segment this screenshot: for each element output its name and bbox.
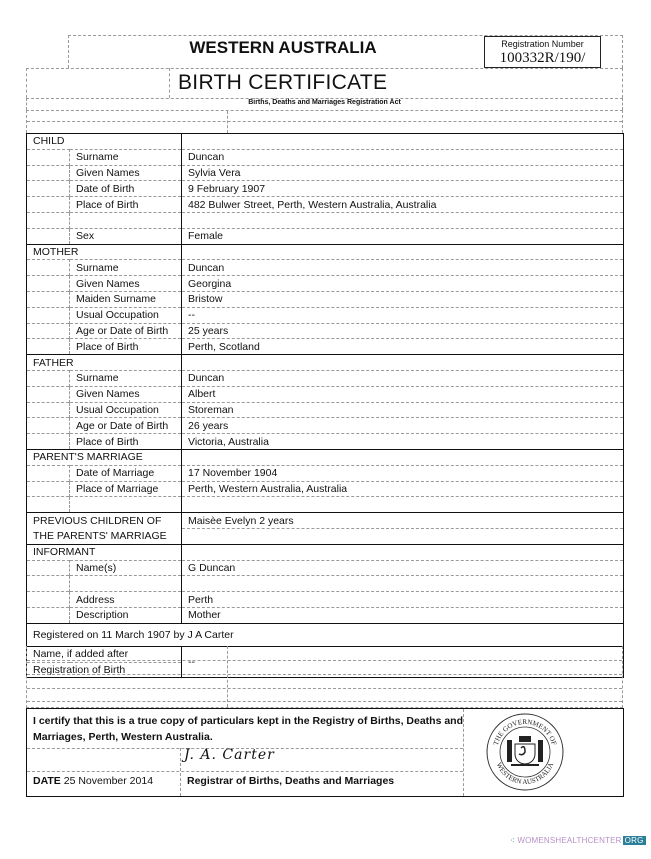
- brand-tld: ORG: [624, 836, 644, 845]
- mother-place-of-birth: Perth, Scotland: [182, 339, 624, 355]
- field-label: Surname: [70, 370, 182, 386]
- field-label: Given Names: [70, 386, 182, 402]
- section-label: MOTHER: [27, 244, 182, 260]
- date-value: 25 November 2014: [63, 775, 154, 787]
- field-label: Age or Date of Birth: [70, 323, 182, 339]
- field-label: Age or Date of Birth: [70, 418, 182, 434]
- svg-text:WESTERN AUSTRALIA: WESTERN AUSTRALIA: [494, 761, 556, 787]
- state-heading: WESTERN AUSTRALIA: [189, 38, 377, 57]
- registration-number-box: [484, 36, 601, 68]
- field-label: Description: [70, 607, 182, 623]
- section-label: PREVIOUS CHILDREN OF: [27, 513, 182, 529]
- name-added-value: --: [182, 646, 624, 678]
- father-surname: Duncan: [182, 370, 624, 386]
- mother-age: 25 years: [182, 323, 624, 339]
- divider: [463, 709, 464, 796]
- child-date-of-birth: 9 February 1907: [182, 181, 624, 197]
- section-label: THE PARENTS' MARRIAGE: [33, 530, 167, 543]
- field-label: Date of Marriage: [70, 465, 182, 481]
- father-place-of-birth: Victoria, Australia: [182, 434, 624, 450]
- section-label: PARENT'S MARRIAGE: [27, 449, 182, 465]
- mother-occupation: --: [182, 307, 624, 323]
- brand-name: WOMENSHEALTHCENTER: [517, 836, 622, 845]
- section-label: INFORMANT: [27, 544, 182, 560]
- blank-row: [26, 110, 623, 133]
- marriage-date: 17 November 1904: [182, 465, 624, 481]
- field-label: Date of Birth: [70, 181, 182, 197]
- informant-description: Mother: [182, 607, 624, 623]
- informant-name: G Duncan: [182, 560, 624, 576]
- brand-footer: [510, 836, 646, 845]
- child-surname: Duncan: [182, 149, 624, 165]
- father-occupation: Storeman: [182, 402, 624, 418]
- field-label: Place of Birth: [70, 339, 182, 355]
- section-child: [27, 134, 624, 150]
- father-age: 26 years: [182, 418, 624, 434]
- certification-text: I certify that this is a true copy of particulars kept in the Registry of Births, Deaths and Marriages, Perth, Western Australia.: [33, 715, 464, 743]
- section-label: CHILD: [33, 135, 65, 148]
- previous-children: Maisèe Evelyn 2 years: [182, 513, 624, 529]
- registration-statement: Registered on 11 March 1907 by J A Carter: [27, 623, 624, 646]
- field-label: Address: [70, 592, 182, 608]
- divider: [180, 748, 181, 796]
- government-seal-icon: [485, 712, 565, 792]
- field-label: Usual Occupation: [70, 402, 182, 418]
- particulars-table: [26, 133, 624, 678]
- section-label: FATHER: [27, 355, 182, 371]
- divider: [27, 771, 463, 772]
- date-label: DATE: [33, 775, 61, 787]
- section-informant: [27, 544, 624, 560]
- informant-address: Perth: [182, 592, 624, 608]
- father-given-names: Albert: [182, 386, 624, 402]
- field-label: Surname: [70, 149, 182, 165]
- registration-number: 100332R/190/: [499, 50, 586, 66]
- registrar-signature: J. A. Carter: [184, 747, 275, 763]
- field-label: Usual Occupation: [70, 307, 182, 323]
- field-label: Maiden Surname: [70, 291, 182, 307]
- child-sex: Female: [182, 228, 624, 244]
- section-father: [27, 355, 624, 371]
- name-added-label: Registration of Birth: [33, 663, 126, 676]
- field-label: Given Names: [70, 165, 182, 181]
- section-previous-children: [27, 513, 624, 529]
- registrar-title: Registrar of Births, Deaths and Marriages: [187, 775, 395, 787]
- document-title: BIRTH CERTIFICATE: [178, 71, 388, 94]
- svg-text:THE GOVERNMENT OF: THE GOVERNMENT OF: [491, 717, 559, 747]
- field-label: Name(s): [70, 560, 182, 576]
- mother-given-names: Georgina: [182, 276, 624, 292]
- field-label: Surname: [70, 260, 182, 276]
- section-mother: [27, 244, 624, 260]
- certificate-date: [33, 775, 153, 787]
- registration-number-label: Registration Number: [501, 39, 584, 49]
- blank-grid: [26, 646, 623, 708]
- field-label: Given Names: [70, 276, 182, 292]
- field-label: Sex: [70, 228, 182, 244]
- child-place-of-birth: 482 Bulwer Street, Perth, Western Australia, Australia: [182, 197, 624, 213]
- name-added-label: Name, if added after: [27, 646, 182, 662]
- mother-surname: Duncan: [182, 260, 624, 276]
- act-subtitle: Births, Deaths and Marriages Registration Act: [248, 99, 401, 106]
- field-label: Place of Marriage: [70, 481, 182, 497]
- child-given-names: Sylvia Vera: [182, 165, 624, 181]
- marriage-place: Perth, Western Australia, Australia: [182, 481, 624, 497]
- section-parents-marriage: [27, 449, 624, 465]
- title-row-spacer: [26, 68, 170, 98]
- field-label: Place of Birth: [70, 197, 182, 213]
- field-label: Place of Birth: [70, 434, 182, 450]
- brand-dots-icon: ⁖: [510, 836, 518, 845]
- mother-maiden-surname: Bristow: [182, 291, 624, 307]
